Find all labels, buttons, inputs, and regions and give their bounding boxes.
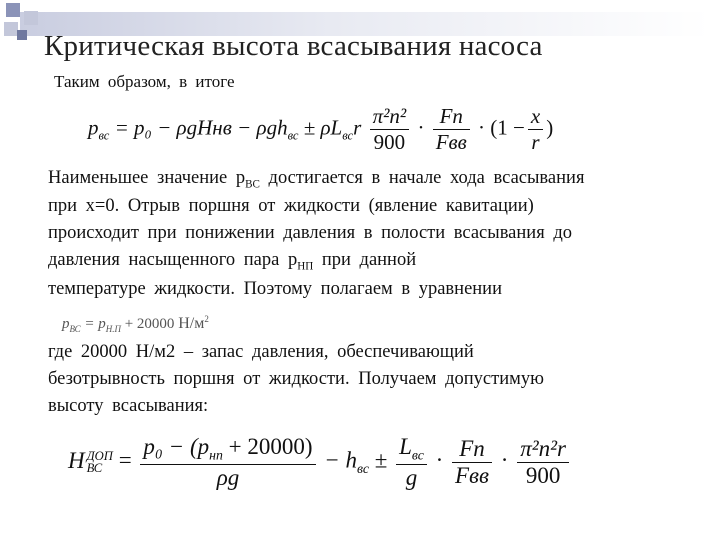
paragraph2-line: где 20000 Н/м2 – запас давления, обеспечивающий bbox=[48, 342, 474, 362]
paragraph2-line: высоту всасывания: bbox=[48, 396, 209, 416]
paragraph1-line: Наименьшее значение $p_{ВС}$ достигается в начале хода всасывания bbox=[48, 168, 585, 191]
paragraph2-line: безотрывность поршня от жидкости. Получаем допустимую bbox=[48, 369, 544, 389]
slide-title: Критическая высота всасывания насоса bbox=[44, 30, 543, 62]
formula-pressure: $p_{вс} = p_0$ − ρgHнв − $\rho gh_{вс} \pm \rho L_{вс}r$ $\frac{\text{π²n²}}{900}$ · $\frac{Fn}{\text{Fвв}}$ · (1 − $\frac{x}{r}$ ) bbox=[88, 104, 554, 154]
formula-pvs: $p_{ВС} = p_{Н.П} + 20000$ $Н/м^2$ bbox=[62, 314, 209, 334]
paragraph1-line: происходит при понижении давления в полости всасывания до bbox=[48, 223, 572, 243]
formula-allowable-suction-height: H ДОП ВС = $\frac{p_0 - (p_{нп} + 20000)}{\rho g}$ − $h_{вс}$ ± $\frac{L_{вс}}{g}$ · $\frac{Fn}{\text{Fвв}}$ · $\frac{\text{π²n²r}}{900}$ bbox=[68, 434, 572, 491]
intro-text: Таким образом, в итоге bbox=[54, 72, 235, 91]
paragraph1-line: при x=0. Отрыв поршня от жидкости (явление кавитации) bbox=[48, 196, 534, 216]
paragraph1-line: давления насыщенного пара $p_{НП}$ при данной bbox=[48, 250, 417, 273]
paragraph1-line: температуре жидкости. Поэтому полагаем в уравнении bbox=[48, 279, 502, 299]
